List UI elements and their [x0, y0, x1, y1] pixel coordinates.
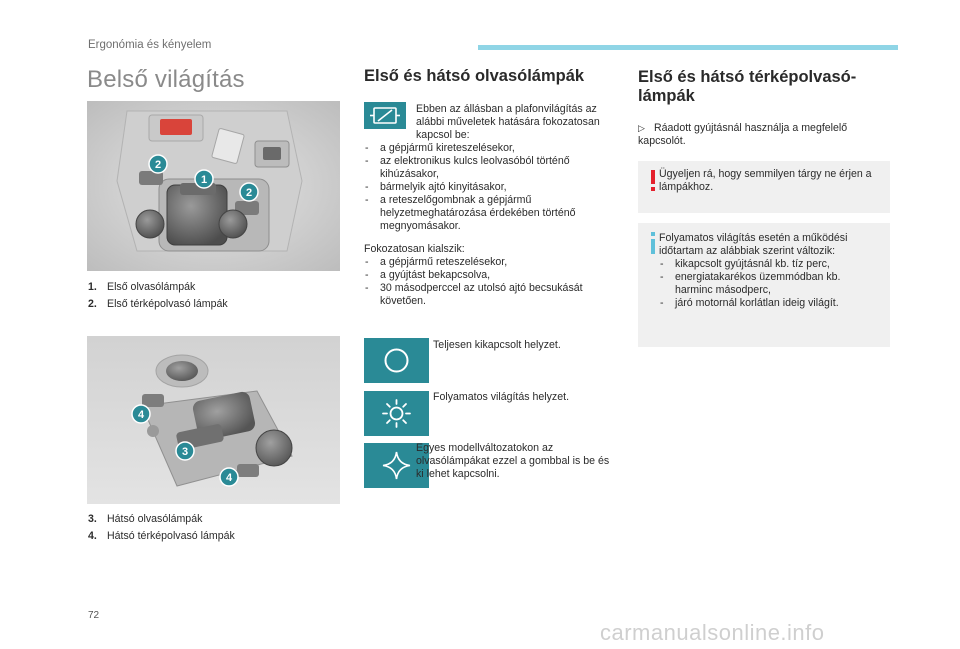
callout-badge: [240, 183, 258, 201]
watermark: carmanualsonline.info: [600, 620, 825, 645]
callout-label: 2: [245, 187, 253, 199]
map-lamps-title: Első és hátsó térképolvasó- lámpák: [638, 68, 857, 105]
list-item: - bármelyik ajtó kinyitásakor,: [364, 181, 616, 194]
bullet-arrow-icon: ▷: [638, 123, 645, 133]
list-item: - járó motornál korlátlan ideig világít.: [659, 297, 881, 310]
callout-label: 1: [200, 174, 208, 186]
info-note: [638, 223, 890, 347]
page-title: Belső világítás: [87, 66, 245, 93]
warning-note: [638, 161, 890, 213]
callout-badge: [149, 155, 167, 173]
legend-item: 2. Első térképolvasó lámpák: [88, 298, 228, 310]
callout-label: 4: [225, 472, 233, 484]
list-item: - 30 másodperccel az utolsó ajtó becsukását követően.: [364, 282, 616, 308]
list-item: - a gépjármű kireteszelésekor,: [364, 142, 616, 155]
figure2-legend: [88, 511, 235, 545]
circle-icon: [364, 338, 429, 383]
section-header: Ergonómia és kényelem: [88, 39, 212, 51]
callout-badge: [176, 442, 194, 460]
warning-text: Ügyeljen rá, hogy semmilyen tárgy ne érjen a lámpákhoz.: [659, 168, 872, 193]
legend-item: 3. Hátsó olvasólámpák: [88, 513, 203, 525]
lights-off-label: Fokozatosan kialszik:: [364, 243, 465, 255]
callout-label: 2: [154, 159, 162, 171]
info-list: [659, 258, 881, 310]
list-item: - a reteszelőgombnak a gépjármű helyzetmeghatározása érdekében történő megnyomásakor.: [364, 194, 616, 233]
list-item: - az elektronikus kulcs leolvasóból történő kihúzásakor,: [364, 155, 616, 181]
info-icon: [649, 232, 657, 254]
front-lamp-photo: [87, 101, 340, 271]
mode-on-text: Folyamatos világítás helyzet.: [433, 391, 570, 403]
door-mode-icon: [364, 102, 406, 129]
callout-label: 4: [137, 409, 145, 421]
callout-label: 3: [181, 446, 189, 458]
mode-off-text: Teljesen kikapcsolt helyzet.: [433, 339, 561, 351]
map-lamps-intro: ▷ Ráadott gyújtásnál használja a megfelelő kapcsolót.: [638, 122, 848, 147]
figure1-legend: [88, 279, 228, 313]
header-accent-bar: [478, 45, 898, 50]
callout-badge: [195, 170, 213, 188]
rear-lamp-photo: [87, 336, 340, 504]
callout-badge: [220, 468, 238, 486]
list-item: - a gyújtást bekapcsolva,: [364, 269, 616, 282]
info-intro: Folyamatos világítás esetén a működési időtartam az alábbiak szerint változik:: [659, 232, 848, 257]
lights-on-list: [364, 142, 616, 233]
reading-lamps-title: Első és hátsó olvasólámpák: [364, 67, 585, 85]
page-number: 72: [88, 610, 100, 621]
mode-door-text: Egyes modellváltozatokon az olvasólámpákat ezzel a gombbal is be és ki lehet kapcsolni.: [416, 442, 610, 480]
warning-icon: [649, 170, 657, 192]
list-item: - a gépjármű reteszelésekor,: [364, 256, 616, 269]
reading-lamps-intro: Ebben az állásban a plafonvilágítás az alábbi műveletek hatására fokozatosan kapcsol be:: [416, 103, 600, 141]
sun-icon: [364, 391, 429, 436]
list-item: - kikapcsolt gyújtásnál kb. tíz perc,: [659, 258, 881, 271]
legend-item: 4. Hátsó térképolvasó lámpák: [88, 530, 235, 542]
list-item: - energiatakarékos üzemmódban kb. harminc másodperc,: [659, 271, 881, 297]
callout-badge: [132, 405, 150, 423]
lights-off-list: [364, 256, 616, 308]
legend-item: 1. Első olvasólámpák: [88, 281, 196, 293]
